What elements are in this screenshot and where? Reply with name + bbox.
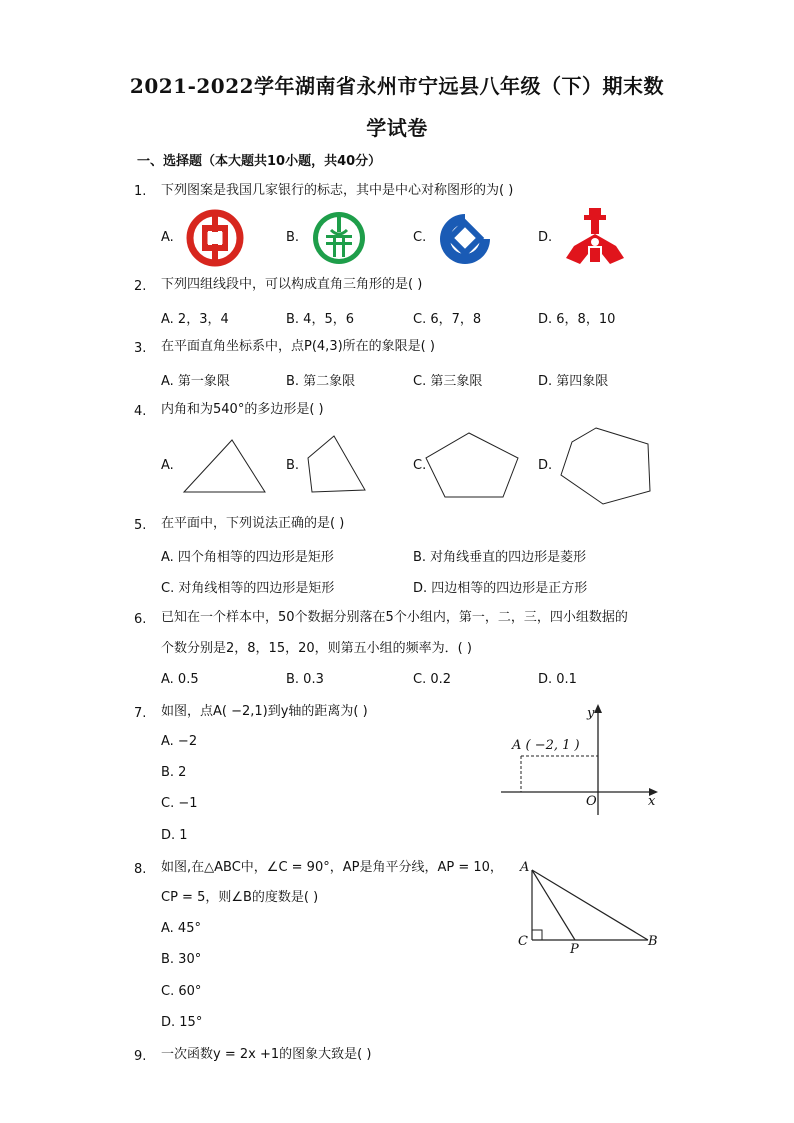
- q2-text: 下列四组线段中，可以构成直角三角形的是( ): [161, 277, 423, 292]
- q9-text: 一次函数y = 2x +1的图象大致是( ): [161, 1047, 372, 1062]
- q6-text-line-2: 个数分别是2，8，15，20，则第五小组的频率为．( ): [161, 641, 472, 656]
- q6-option-a: A. 0.5: [161, 672, 199, 687]
- q3-option-b: B. 第二象限: [286, 374, 356, 389]
- q9-number: 9.: [134, 1049, 147, 1064]
- q4-option-c-label: C.: [413, 458, 427, 473]
- q7-option-d: D. 1: [161, 828, 188, 843]
- q7-option-c: C. −1: [161, 796, 198, 811]
- q7-text: 如图，点A( −2,1)到y轴的距离为( ): [161, 704, 368, 719]
- q5-number: 5.: [134, 518, 147, 533]
- q5-option-c: C. 对角线相等的四边形是矩形: [161, 581, 335, 596]
- q7-x-axis-label: x: [648, 794, 656, 809]
- title-line-2: 学试卷: [366, 116, 428, 140]
- q4-option-b-label: B.: [286, 458, 300, 473]
- q1-option-a-label: A.: [161, 230, 174, 245]
- q2-option-b: B. 4，5，6: [286, 312, 354, 327]
- q6-text-line-1: 已知在一个样本中，50个数据分别落在5个小组内，第一，二，三，四小组数据的: [161, 610, 628, 625]
- q4-option-a-label: A.: [161, 458, 174, 473]
- q4-text: 内角和为540°的多边形是( ): [161, 402, 324, 417]
- q8-number: 8.: [134, 862, 147, 877]
- q8-vertex-a: A: [520, 860, 530, 875]
- q4-option-d-label: D.: [538, 458, 553, 473]
- q7-option-b: B. 2: [161, 765, 187, 780]
- q8-point-p: P: [570, 942, 579, 957]
- q2-number: 2.: [134, 279, 147, 294]
- q3-text: 在平面直角坐标系中，点P(4,3)所在的象限是( ): [161, 339, 435, 354]
- q2-option-d: D. 6，8，10: [538, 312, 616, 327]
- q8-option-c: C. 60°: [161, 984, 202, 999]
- q8-vertex-c: C: [518, 934, 528, 949]
- q8-option-a: A. 45°: [161, 921, 201, 936]
- q7-option-a: A. −2: [161, 734, 198, 749]
- q8-option-d: D. 15°: [161, 1015, 203, 1030]
- q7-origin-label: O: [586, 794, 597, 809]
- q1-number: 1.: [134, 184, 147, 199]
- q3-option-c: C. 第三象限: [413, 374, 483, 389]
- q6-number: 6.: [134, 612, 147, 627]
- q8-option-b: B. 30°: [161, 952, 202, 967]
- q1-option-c-label: C.: [413, 230, 427, 245]
- q5-text: 在平面中，下列说法正确的是( ): [161, 516, 345, 531]
- q6-option-b: B. 0.3: [286, 672, 324, 687]
- q3-option-d: D. 第四象限: [538, 374, 609, 389]
- q3-number: 3.: [134, 341, 147, 356]
- q5-option-b: B. 对角线垂直的四边形是菱形: [413, 550, 587, 565]
- q1-option-b-label: B.: [286, 230, 300, 245]
- q8-text-line-1: 如图,在△ABC中，∠C = 90°，AP是角平分线，AP = 10，: [161, 860, 503, 875]
- q7-y-axis-label: y: [587, 706, 595, 721]
- q8-text-line-2: CP = 5，则∠B的度数是( ): [161, 890, 319, 905]
- q5-option-a: A. 四个角相等的四边形是矩形: [161, 550, 334, 565]
- q2-option-a: A. 2，3，4: [161, 312, 229, 327]
- q1-option-d-label: D.: [538, 230, 553, 245]
- q5-option-d: D. 四边相等的四边形是正方形: [413, 581, 588, 596]
- q6-option-c: C. 0.2: [413, 672, 452, 687]
- section-heading: 一、选择题（本大题共10小题，共40分）: [137, 154, 382, 169]
- q8-vertex-b: B: [648, 934, 658, 949]
- q3-option-a: A. 第一象限: [161, 374, 230, 389]
- q7-point-label: A ( −2, 1 ): [512, 738, 580, 753]
- q7-number: 7.: [134, 706, 147, 721]
- q4-number: 4.: [134, 404, 147, 419]
- q2-option-c: C. 6，7，8: [413, 312, 482, 327]
- title-line-1: 2021-2022学年湖南省永州市宁远县八年级（下）期末数: [129, 74, 665, 98]
- q6-option-d: D. 0.1: [538, 672, 577, 687]
- q1-text: 下列图案是我国几家银行的标志，其中是中心对称图形的为( ): [161, 183, 514, 198]
